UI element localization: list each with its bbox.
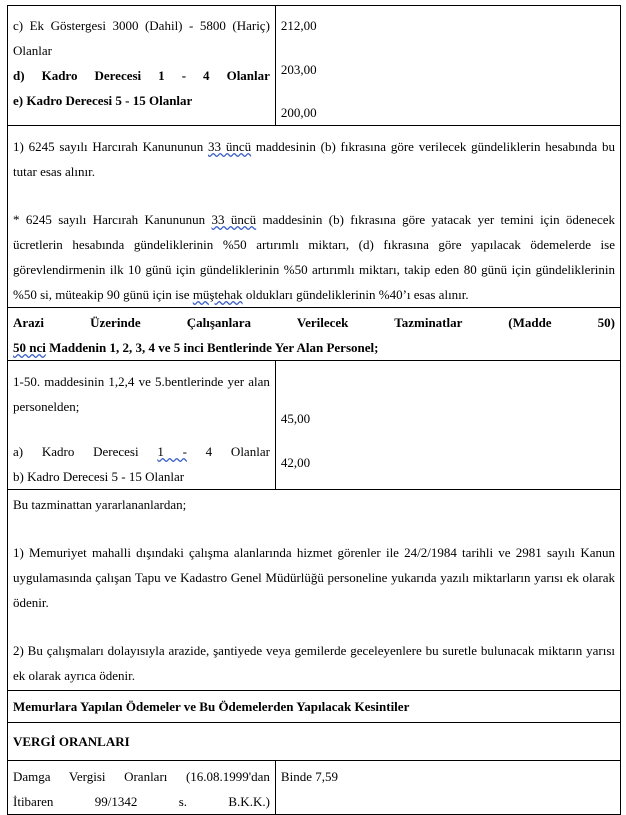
- row-section-c: [8, 6, 621, 126]
- arazi-title: Arazi Üzerinde Çalışanlara Verilecek Tazminatlar (Madde 50): [13, 315, 615, 330]
- row-benefits: [8, 490, 621, 691]
- val-c: 212,00: [280, 18, 317, 33]
- damga-line2: İtibaren 99/1342 s. B.K.K.): [13, 794, 270, 809]
- benefits-p1: Bu tazminattan yararlananlardan;: [13, 497, 187, 512]
- val-arazi-a: 45,00: [280, 411, 311, 426]
- val-d: 203,00: [280, 62, 317, 77]
- row-damga: [8, 761, 621, 815]
- row-note1: [8, 126, 621, 308]
- law-article-link[interactable]: 33 üncü: [208, 139, 252, 154]
- arazi-subtitle: 50 nci Maddenin 1, 2, 3, 4 ve 5 inci Bentlerinde Yer Alan Personel;: [13, 340, 379, 355]
- c-line1: c) Ek Göstergesi 3000 (Dahil) - 5800 (Hariç): [13, 18, 270, 33]
- note1-cell: [8, 126, 621, 308]
- row-vergi-header: [8, 723, 621, 761]
- arazi-b: b) Kadro Derecesi 5 - 15 Olanlar: [13, 469, 185, 484]
- row-memur-header: [8, 691, 621, 723]
- document: [7, 5, 621, 815]
- memur-header: Memurlara Yapılan Ödemeler ve Bu Ödemelerden Yapılacak Kesintiler: [8, 691, 621, 723]
- e-label: e) Kadro Derecesi 5 - 15 Olanlar: [13, 93, 193, 108]
- benefits-cell: [8, 490, 621, 691]
- derece-link[interactable]: 1 -: [157, 444, 187, 459]
- madde-link[interactable]: 50 nci: [13, 340, 46, 355]
- d-label: d) Kadro Derecesi 1 - 4 Olanlar: [13, 68, 270, 83]
- arazi-intro: 1-50. maddesinin 1,2,4 ve 5.bentlerinde yer alan personelden;: [13, 374, 270, 414]
- arazi-values: [275, 361, 620, 490]
- law-article-link-2[interactable]: 33 üncü: [211, 212, 257, 227]
- benefits-p2: 1) Memuriyet mahalli dışındaki çalışma alanlarında hizmet görenler ile 24/2/1984 tarihli ve 2981 sayılı Kanun uygulamasında çalışan Tapu ve Kadastro Genel Müdürlüğü personeline yukarıda yazılı miktarların yarısı ek olarak ödenir.: [13, 545, 615, 610]
- arazi-header-cell: [8, 308, 621, 361]
- val-arazi-b: 42,00: [280, 455, 311, 470]
- damga-line1: Damga Vergisi Oranları (16.08.1999'dan: [13, 769, 270, 784]
- mustehak-word: müştehak: [192, 287, 243, 302]
- rates-table: [7, 5, 621, 815]
- vergi-header: VERGİ ORANLARI: [8, 723, 621, 761]
- section-c-values: [275, 6, 620, 126]
- section-c-labels: [8, 6, 276, 126]
- row-arazi-values: [8, 361, 621, 490]
- benefits-p3: 2) Bu çalışmaları dolayısıyla arazide, şantiyede veya gemilerde geceleyenlere bu suretle bulunacak miktarın yarısı ek olarak ayrıca ödenir.: [13, 643, 615, 683]
- note1-p2: * 6245 sayılı Harcırah Kanununun 33 üncü maddesinin (b) fıkrasına göre yatacak yer temini için ödenecek ücretlerin hesabında gündeliklerinin %50 artırımlı miktarı, (d) fıkrasına göre yapılacak ödemelerde ise görevlendirmenin ilk 10 günü için gündeliklerinin %50 artırımlı miktarı, takip eden 80 günü için gündeliklerinin %50 si, müteakip 90 günü için ise müştehak oldukları gündeliklerinin %40’ı esas alınır.: [13, 212, 615, 302]
- val-e: 200,00: [280, 105, 317, 120]
- arazi-labels: [8, 361, 276, 490]
- note1-p1: 1) 6245 sayılı Harcırah Kanununun 33 üncü maddesinin (b) fıkrasına göre verilecek gündeliklerin hesabında bu tutar esas alınır.: [13, 139, 615, 179]
- arazi-a: a) Kadro Derecesi 1 - 4 Olanlar: [13, 444, 270, 459]
- damga-label: [8, 761, 276, 815]
- c-line2: Olanlar: [13, 43, 52, 58]
- damga-value: Binde 7,59: [275, 761, 620, 815]
- row-arazi-header: [8, 308, 621, 361]
